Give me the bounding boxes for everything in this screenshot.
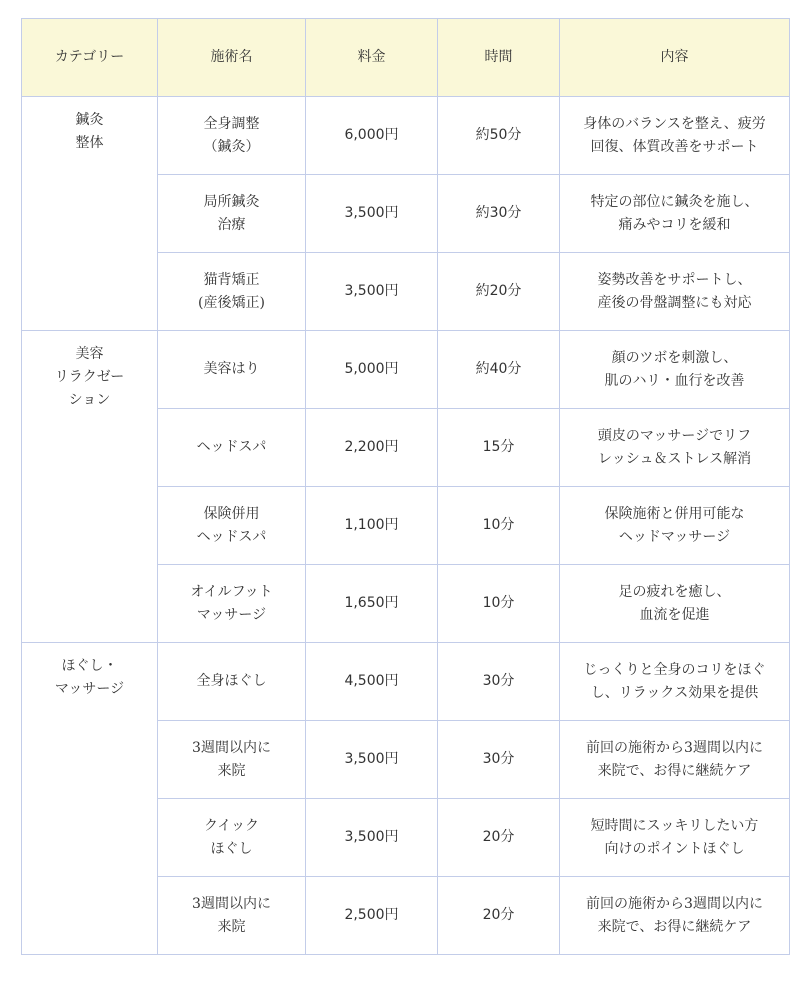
treatment-description: 足の疲れを癒し、 血流を促進 bbox=[560, 565, 790, 643]
treatment-name: 全身ほぐし bbox=[158, 643, 306, 721]
header-treatment-name: 施術名 bbox=[158, 19, 306, 97]
treatment-price: 3,500円 bbox=[306, 721, 438, 799]
category-beauty-relaxation: 美容 リラクゼー ション bbox=[22, 331, 158, 643]
treatment-description: 顔のツボを刺激し、 肌のハリ・血行を改善 bbox=[560, 331, 790, 409]
treatment-time: 15分 bbox=[438, 409, 560, 487]
treatment-price: 3,500円 bbox=[306, 799, 438, 877]
category-acupuncture: 鍼灸 整体 bbox=[22, 97, 158, 331]
treatment-name: 局所鍼灸 治療 bbox=[158, 175, 306, 253]
treatment-name: オイルフット マッサージ bbox=[158, 565, 306, 643]
treatment-description: 姿勢改善をサポートし、 産後の骨盤調整にも対応 bbox=[560, 253, 790, 331]
treatment-description: じっくりと全身のコリをほぐ し、リラックス効果を提供 bbox=[560, 643, 790, 721]
treatment-name: 3週間以内に 来院 bbox=[158, 721, 306, 799]
treatment-price: 1,100円 bbox=[306, 487, 438, 565]
header-description: 内容 bbox=[560, 19, 790, 97]
treatment-price: 4,500円 bbox=[306, 643, 438, 721]
treatment-description: 頭皮のマッサージでリフ レッシュ＆ストレス解消 bbox=[560, 409, 790, 487]
treatment-price: 5,000円 bbox=[306, 331, 438, 409]
treatment-time: 約50分 bbox=[438, 97, 560, 175]
treatment-name: クイック ほぐし bbox=[158, 799, 306, 877]
table-row bbox=[22, 331, 790, 409]
treatment-name: 保険併用 ヘッドスパ bbox=[158, 487, 306, 565]
treatment-description: 保険施術と併用可能な ヘッドマッサージ bbox=[560, 487, 790, 565]
treatment-time: 20分 bbox=[438, 799, 560, 877]
treatment-price: 2,500円 bbox=[306, 877, 438, 955]
treatment-price: 3,500円 bbox=[306, 175, 438, 253]
treatment-time: 10分 bbox=[438, 565, 560, 643]
treatment-description: 前回の施術から3週間以内に 来院で、お得に継続ケア bbox=[560, 877, 790, 955]
treatment-name: 猫背矯正 (産後矯正) bbox=[158, 253, 306, 331]
treatment-name: 3週間以内に 来院 bbox=[158, 877, 306, 955]
treatment-description: 短時間にスッキリしたい方 向けのポイントほぐし bbox=[560, 799, 790, 877]
treatment-name: ヘッドスパ bbox=[158, 409, 306, 487]
treatment-price: 6,000円 bbox=[306, 97, 438, 175]
treatment-name: 美容はり bbox=[158, 331, 306, 409]
treatment-description: 前回の施術から3週間以内に 来院で、お得に継続ケア bbox=[560, 721, 790, 799]
header-category: カテゴリー bbox=[22, 19, 158, 97]
treatment-time: 30分 bbox=[438, 643, 560, 721]
treatment-name: 全身調整 （鍼灸） bbox=[158, 97, 306, 175]
treatment-price: 3,500円 bbox=[306, 253, 438, 331]
treatment-time: 30分 bbox=[438, 721, 560, 799]
treatment-time: 約20分 bbox=[438, 253, 560, 331]
treatment-price: 1,650円 bbox=[306, 565, 438, 643]
table-row bbox=[22, 643, 790, 721]
treatment-time: 10分 bbox=[438, 487, 560, 565]
treatment-price: 2,200円 bbox=[306, 409, 438, 487]
menu-price-table bbox=[21, 18, 790, 955]
header-time: 時間 bbox=[438, 19, 560, 97]
treatment-description: 特定の部位に鍼灸を施し、 痛みやコリを緩和 bbox=[560, 175, 790, 253]
treatment-time: 約40分 bbox=[438, 331, 560, 409]
table-header-row bbox=[22, 19, 790, 97]
treatment-description: 身体のバランスを整え、疲労 回復、体質改善をサポート bbox=[560, 97, 790, 175]
table-row bbox=[22, 97, 790, 175]
header-price: 料金 bbox=[306, 19, 438, 97]
treatment-time: 20分 bbox=[438, 877, 560, 955]
category-massage: ほぐし・ マッサージ bbox=[22, 643, 158, 955]
treatment-time: 約30分 bbox=[438, 175, 560, 253]
